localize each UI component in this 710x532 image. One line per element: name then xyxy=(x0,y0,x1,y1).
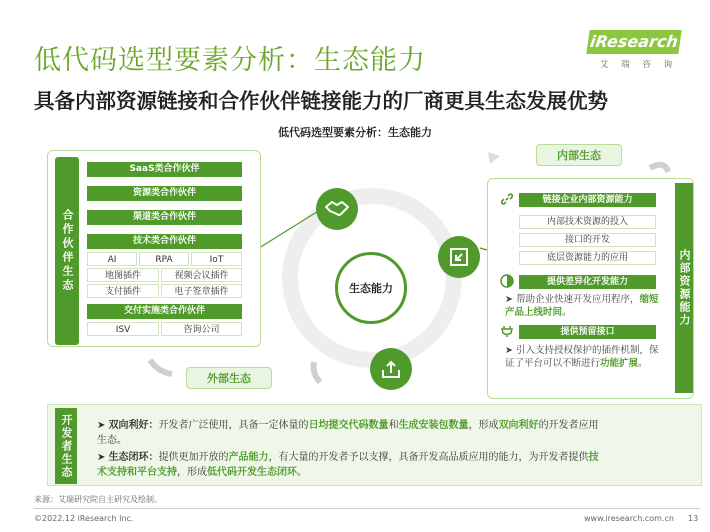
copyright: ©2022.12 iResearch Inc. xyxy=(34,514,134,523)
tech-cell-rpa: RPA xyxy=(139,252,189,266)
website-link[interactable]: www.iresearch.com.cn xyxy=(584,514,674,523)
partner-row-saas: SaaS类合作伙伴 xyxy=(87,162,242,177)
delivery-cell-consulting: 咨询公司 xyxy=(161,322,242,336)
internal-cell-base-resource: 底层资源能力的应用 xyxy=(519,251,656,265)
partner-row-delivery: 交付实施类合作伙伴 xyxy=(87,304,242,319)
developer-ecosystem-label: 开发者生态 xyxy=(55,408,77,484)
diff-dev-text: ➤ 帮助企业快速开发应用程序，缩短产品上线时间。 xyxy=(505,294,659,318)
developer-point-mutual-benefit: ➤ 双向利好：开发者广泛使用，具备一定体量的日均提交代码数量和生成安装包数量，形成双向利好的开发者应用生态。 xyxy=(97,420,599,446)
diff-dev-header: 提供差异化开发能力 xyxy=(519,275,656,289)
export-icon xyxy=(438,236,480,278)
upload-icon xyxy=(370,348,412,390)
page-number: 13 xyxy=(688,514,699,523)
page-title: 低代码选型要素分析：生态能力 xyxy=(34,45,426,76)
arrow-right-top xyxy=(650,165,668,172)
developer-point-closed-loop: ➤ 生态闭环：提供更加开放的产品能力，有大量的开发者予以支撑，具备开发高品质应用的能力，为开发者提供技术支持和平台支持，形成低代码开发生态闭环。 xyxy=(97,452,599,478)
tech-cell-esign-plugin: 电子签章插件 xyxy=(161,284,242,298)
delivery-cell-isv: ISV xyxy=(87,322,159,336)
plug-icon xyxy=(500,324,514,338)
diagram-title: 低代码选型要素分析：生态能力 xyxy=(278,126,432,139)
arrow-left-bottom xyxy=(150,360,172,374)
center-ecosystem-capability xyxy=(335,252,407,324)
handshake-icon xyxy=(316,188,358,230)
contrast-icon xyxy=(500,274,514,288)
inner-ecosystem-tag: 内部生态 xyxy=(536,144,622,166)
partner-ecosystem-label: 合作伙伴生态 xyxy=(55,157,79,345)
partner-row-resource: 资源类合作伙伴 xyxy=(87,186,242,201)
reserved-api-text: ➤ 引入支持授权保护的插件机制，保证了平台可以不断进行功能扩展。 xyxy=(505,345,659,369)
page-subtitle: 具备内部资源链接和合作伙伴链接能力的厂商更具生态发展优势 xyxy=(34,89,608,113)
logo-subtitle: 艾 瑞 咨 询 xyxy=(600,60,678,70)
reserved-api-header: 提供预留接口 xyxy=(519,325,656,339)
partner-row-tech: 技术类合作伙伴 xyxy=(87,234,242,249)
footer-divider xyxy=(34,508,700,509)
outer-ecosystem-tag: 外部生态 xyxy=(186,367,272,389)
arrow-outer-tag xyxy=(314,362,320,382)
internal-link-header: 链接企业内部资源能力 xyxy=(519,193,656,207)
tech-cell-pay-plugin: 支付插件 xyxy=(87,284,159,298)
internal-cell-tech-invest: 内部技术资源的投入 xyxy=(519,215,656,229)
iresearch-logo: iResearch xyxy=(586,30,681,54)
tech-cell-iot: IoT xyxy=(191,252,242,266)
partner-row-channel: 渠道类合作伙伴 xyxy=(87,210,242,225)
link-icon xyxy=(500,192,514,206)
tech-cell-map-plugin: 地图插件 xyxy=(87,268,159,282)
arrow-inner-tag xyxy=(488,152,500,164)
tech-cell-video-plugin: 视频会议插件 xyxy=(161,268,242,282)
center-label: 生态能力 xyxy=(349,282,393,295)
source-note: 来源：艾瑞研究院自主研究及绘制。 xyxy=(34,495,162,504)
internal-resource-label: 内部资源能力 xyxy=(675,183,693,393)
internal-cell-interface-dev: 接口的开发 xyxy=(519,233,656,247)
tech-cell-ai: AI xyxy=(87,252,137,266)
